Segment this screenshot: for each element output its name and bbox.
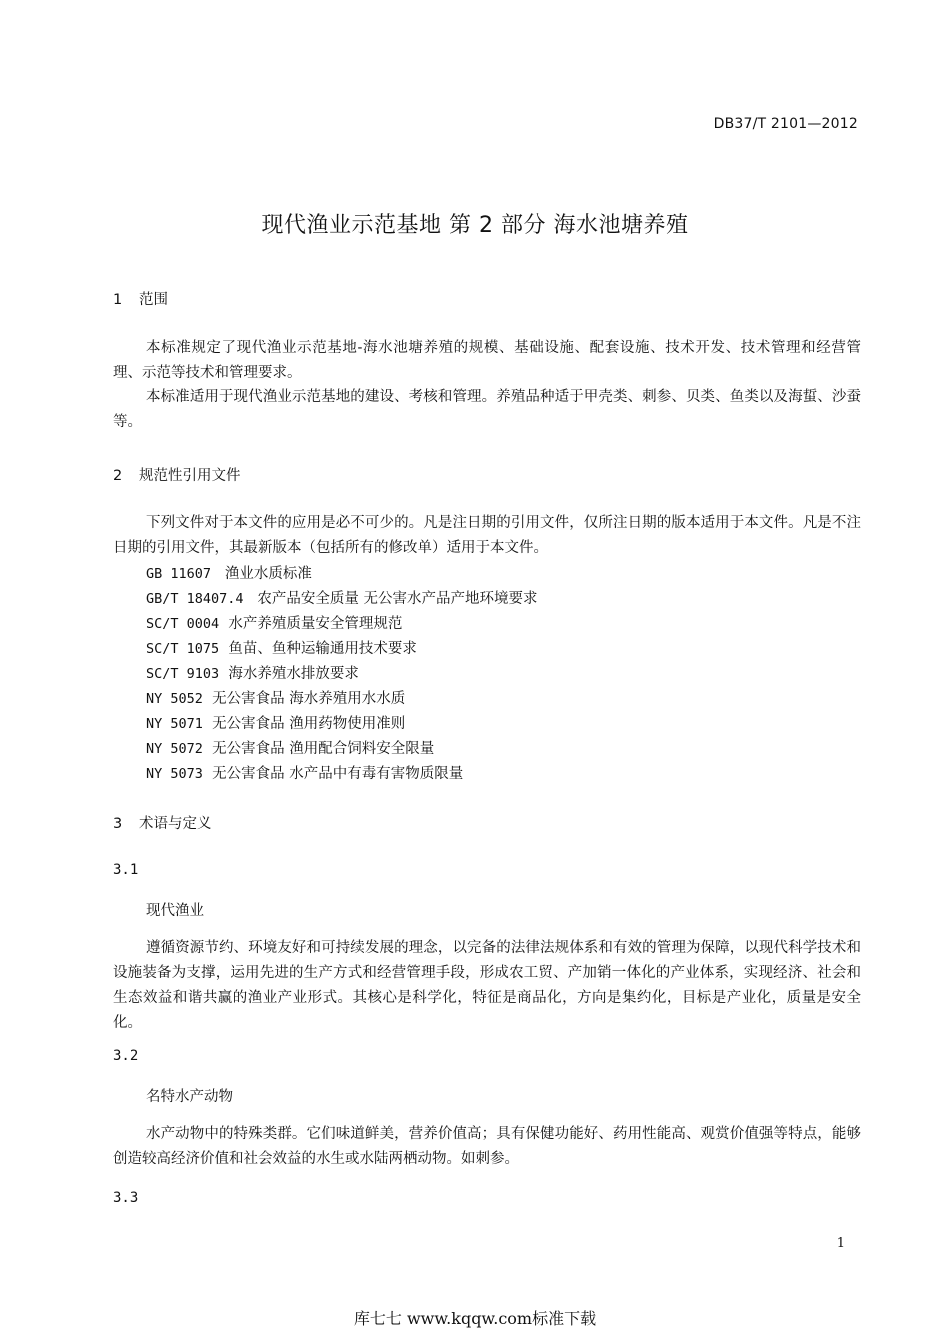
- term-title: 名特水产动物: [146, 1089, 233, 1105]
- reference-name: 农产品安全质量 无公害水产品产地环境要求: [257, 591, 538, 607]
- reference-code: NY 5072: [146, 741, 203, 757]
- reference-code: SC/T 1075: [146, 641, 220, 657]
- reference-item: [146, 712, 405, 733]
- reference-name: 鱼苗、鱼种运输通用技术要求: [228, 641, 417, 657]
- reference-item: [146, 662, 359, 683]
- reference-code: NY 5073: [146, 766, 203, 782]
- document-title: 现代渔业示范基地 第 2 部分 海水池塘养殖: [261, 213, 689, 238]
- footer-watermark: 库七七 www.kqqw.com标准下载: [353, 1309, 597, 1328]
- reference-code: GB/T 18407.4: [146, 591, 244, 607]
- reference-code: SC/T 0004: [146, 616, 220, 632]
- term-definition: 遵循资源节约、环境友好和可持续发展的理念，以完备的法律法规体系和有效的管理为保障，以现代科学技术和设施装备为支撑，运用先进的生产方式和经营管理手段，形成农工贸、产加销一体化的产业体系，实现经济、社会和生态效益和谐共赢的渔业产业形式。其核心是科学化，特征是商品化，方向是集约化，目标是产业化，质量是安全化。: [113, 940, 861, 1031]
- subsection-number: 3.3: [113, 1190, 139, 1206]
- subsection-number: 3.2: [113, 1048, 139, 1064]
- section-number: 3: [113, 816, 123, 832]
- reference-name: 渔业水质标准: [224, 566, 312, 582]
- reference-code: SC/T 9103: [146, 666, 220, 682]
- section-title: 术语与定义: [139, 816, 212, 832]
- paragraph: 本标准适用于现代渔业示范基地的建设、考核和管理。养殖品种适于甲壳类、刺参、贝类、鱼类以及海蜇、沙蚕等。: [113, 389, 861, 430]
- reference-item: [146, 562, 312, 583]
- section-heading-scope: [113, 288, 168, 309]
- page-number: 1: [836, 1236, 845, 1251]
- reference-item: [146, 687, 405, 708]
- section-number: 2: [113, 468, 123, 484]
- reference-item: [146, 762, 463, 783]
- term-title: 现代渔业: [146, 903, 204, 919]
- reference-name: 无公害食品 水产品中有毒有害物质限量: [212, 766, 464, 782]
- subsection-number: 3.1: [113, 862, 139, 878]
- reference-code: NY 5052: [146, 691, 203, 707]
- reference-name: 无公害食品 海水养殖用水水质: [212, 691, 406, 707]
- reference-item: [146, 637, 417, 658]
- section-title: 范围: [139, 292, 168, 308]
- term-definition: 水产动物中的特殊类群。它们味道鲜美，营养价值高；具有保健功能好、药用性能高、观赏价值强等特点，能够创造较高经济价值和社会效益的水生或水陆两栖动物。如刺参。: [113, 1126, 861, 1167]
- paragraph: 本标准规定了现代渔业示范基地-海水池塘养殖的规模、基础设施、配套设施、技术开发、技术管理和经营管理、示范等技术和管理要求。: [113, 340, 861, 381]
- reference-item: [146, 612, 402, 633]
- reference-item: [146, 737, 434, 758]
- reference-name: 无公害食品 渔用配合饲料安全限量: [212, 741, 435, 757]
- reference-name: 水产养殖质量安全管理规范: [228, 616, 403, 632]
- section-heading-normative-references: [113, 464, 241, 485]
- reference-code: GB 11607: [146, 566, 212, 582]
- section-number: 1: [113, 292, 123, 308]
- reference-name: 无公害食品 渔用药物使用准则: [212, 716, 406, 732]
- paragraph: 下列文件对于本文件的应用是必不可少的。凡是注日期的引用文件，仅所注日期的版本适用于本文件。凡是不注日期的引用文件，其最新版本（包括所有的修改单）适用于本文件。: [113, 515, 861, 556]
- section-heading-terms-definitions: [113, 812, 212, 833]
- reference-name: 海水养殖水排放要求: [228, 666, 359, 682]
- section-title: 规范性引用文件: [139, 468, 241, 484]
- reference-item: [146, 587, 537, 608]
- standard-code: DB37/T 2101—2012: [713, 116, 858, 132]
- reference-code: NY 5071: [146, 716, 203, 732]
